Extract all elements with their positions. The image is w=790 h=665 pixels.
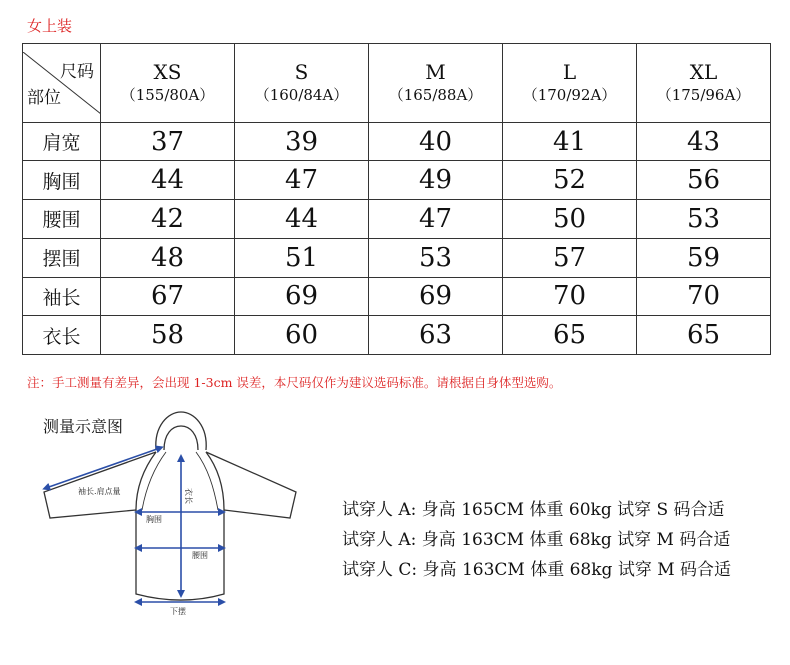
row-label-chest: 胸围 [23, 161, 101, 200]
row-label-shoulder: 肩宽 [23, 122, 101, 161]
fit-example-row: 试穿人 A: 身高 165CM 体重 60kg 试穿 S 码合适 [342, 500, 725, 520]
table-row [23, 122, 771, 161]
table-header-row [23, 44, 771, 123]
waist-measure-label: 腰围 [192, 551, 208, 560]
table-cell: 51 [235, 238, 369, 277]
table-row [23, 200, 771, 239]
table-cell: 48 [101, 238, 235, 277]
size-header-l: L （170/92A） [503, 44, 637, 123]
table-cell: 50 [503, 200, 637, 239]
size-header-xl: XL （175/96A） [637, 44, 771, 123]
table-cell: 52 [503, 161, 637, 200]
diagram-title: 测量示意图 [43, 417, 124, 436]
row-label-waist: 腰围 [23, 200, 101, 239]
corner-label-part: 部位 [27, 87, 61, 108]
length-measure-label: 衣长 [184, 488, 193, 504]
size-chart-table [22, 43, 771, 355]
table-cell: 70 [637, 277, 771, 316]
table-cell: 53 [369, 238, 503, 277]
table-cell: 69 [235, 277, 369, 316]
size-header-m: M （165/88A） [369, 44, 503, 123]
table-cell: 60 [235, 316, 369, 355]
table-cell: 43 [637, 122, 771, 161]
jacket-measurement-diagram [36, 408, 336, 618]
measurement-lines [46, 448, 222, 602]
table-row [23, 161, 771, 200]
table-cell: 42 [101, 200, 235, 239]
table-cell: 63 [369, 316, 503, 355]
table-cell: 70 [503, 277, 637, 316]
page-title: 女上装 [27, 17, 73, 35]
table-cell: 44 [235, 200, 369, 239]
table-cell: 49 [369, 161, 503, 200]
table-cell: 40 [369, 122, 503, 161]
chest-measure-label: 胸围 [146, 515, 162, 524]
row-label-sleeve: 袖长 [23, 277, 101, 316]
table-cell: 47 [369, 200, 503, 239]
table-cell: 57 [503, 238, 637, 277]
hem-measure-label: 下摆 [170, 607, 186, 616]
table-cell: 67 [101, 277, 235, 316]
row-label-length: 衣长 [23, 316, 101, 355]
table-cell: 39 [235, 122, 369, 161]
table-cell: 56 [637, 161, 771, 200]
jacket-outline-icon [44, 412, 296, 600]
fit-example-row: 试穿人 C: 身高 163CM 体重 68kg 试穿 M 码合适 [342, 560, 732, 580]
table-cell: 69 [369, 277, 503, 316]
table-cell: 65 [503, 316, 637, 355]
measurement-note: 注：手工测量有差异，会出现 1-3cm 误差，本尺码仅作为建议选码标准。请根据自身体型选购。 [27, 375, 562, 390]
fit-example-row: 试穿人 A: 身高 163CM 体重 68kg 试穿 M 码合适 [342, 530, 731, 550]
row-label-hem: 摆围 [23, 238, 101, 277]
table-cell: 58 [101, 316, 235, 355]
size-header-xs: XS （155/80A） [101, 44, 235, 123]
table-row [23, 238, 771, 277]
corner-label-size: 尺码 [60, 61, 94, 82]
fit-examples [342, 495, 731, 585]
corner-cell [23, 44, 101, 123]
table-cell: 44 [101, 161, 235, 200]
table-cell: 53 [637, 200, 771, 239]
table-cell: 41 [503, 122, 637, 161]
sleeve-measure-label: 袖长.肩点量 [78, 487, 121, 496]
table-row [23, 316, 771, 355]
table-cell: 47 [235, 161, 369, 200]
table-row [23, 277, 771, 316]
table-cell: 65 [637, 316, 771, 355]
size-header-s: S （160/84A） [235, 44, 369, 123]
table-cell: 37 [101, 122, 235, 161]
table-cell: 59 [637, 238, 771, 277]
